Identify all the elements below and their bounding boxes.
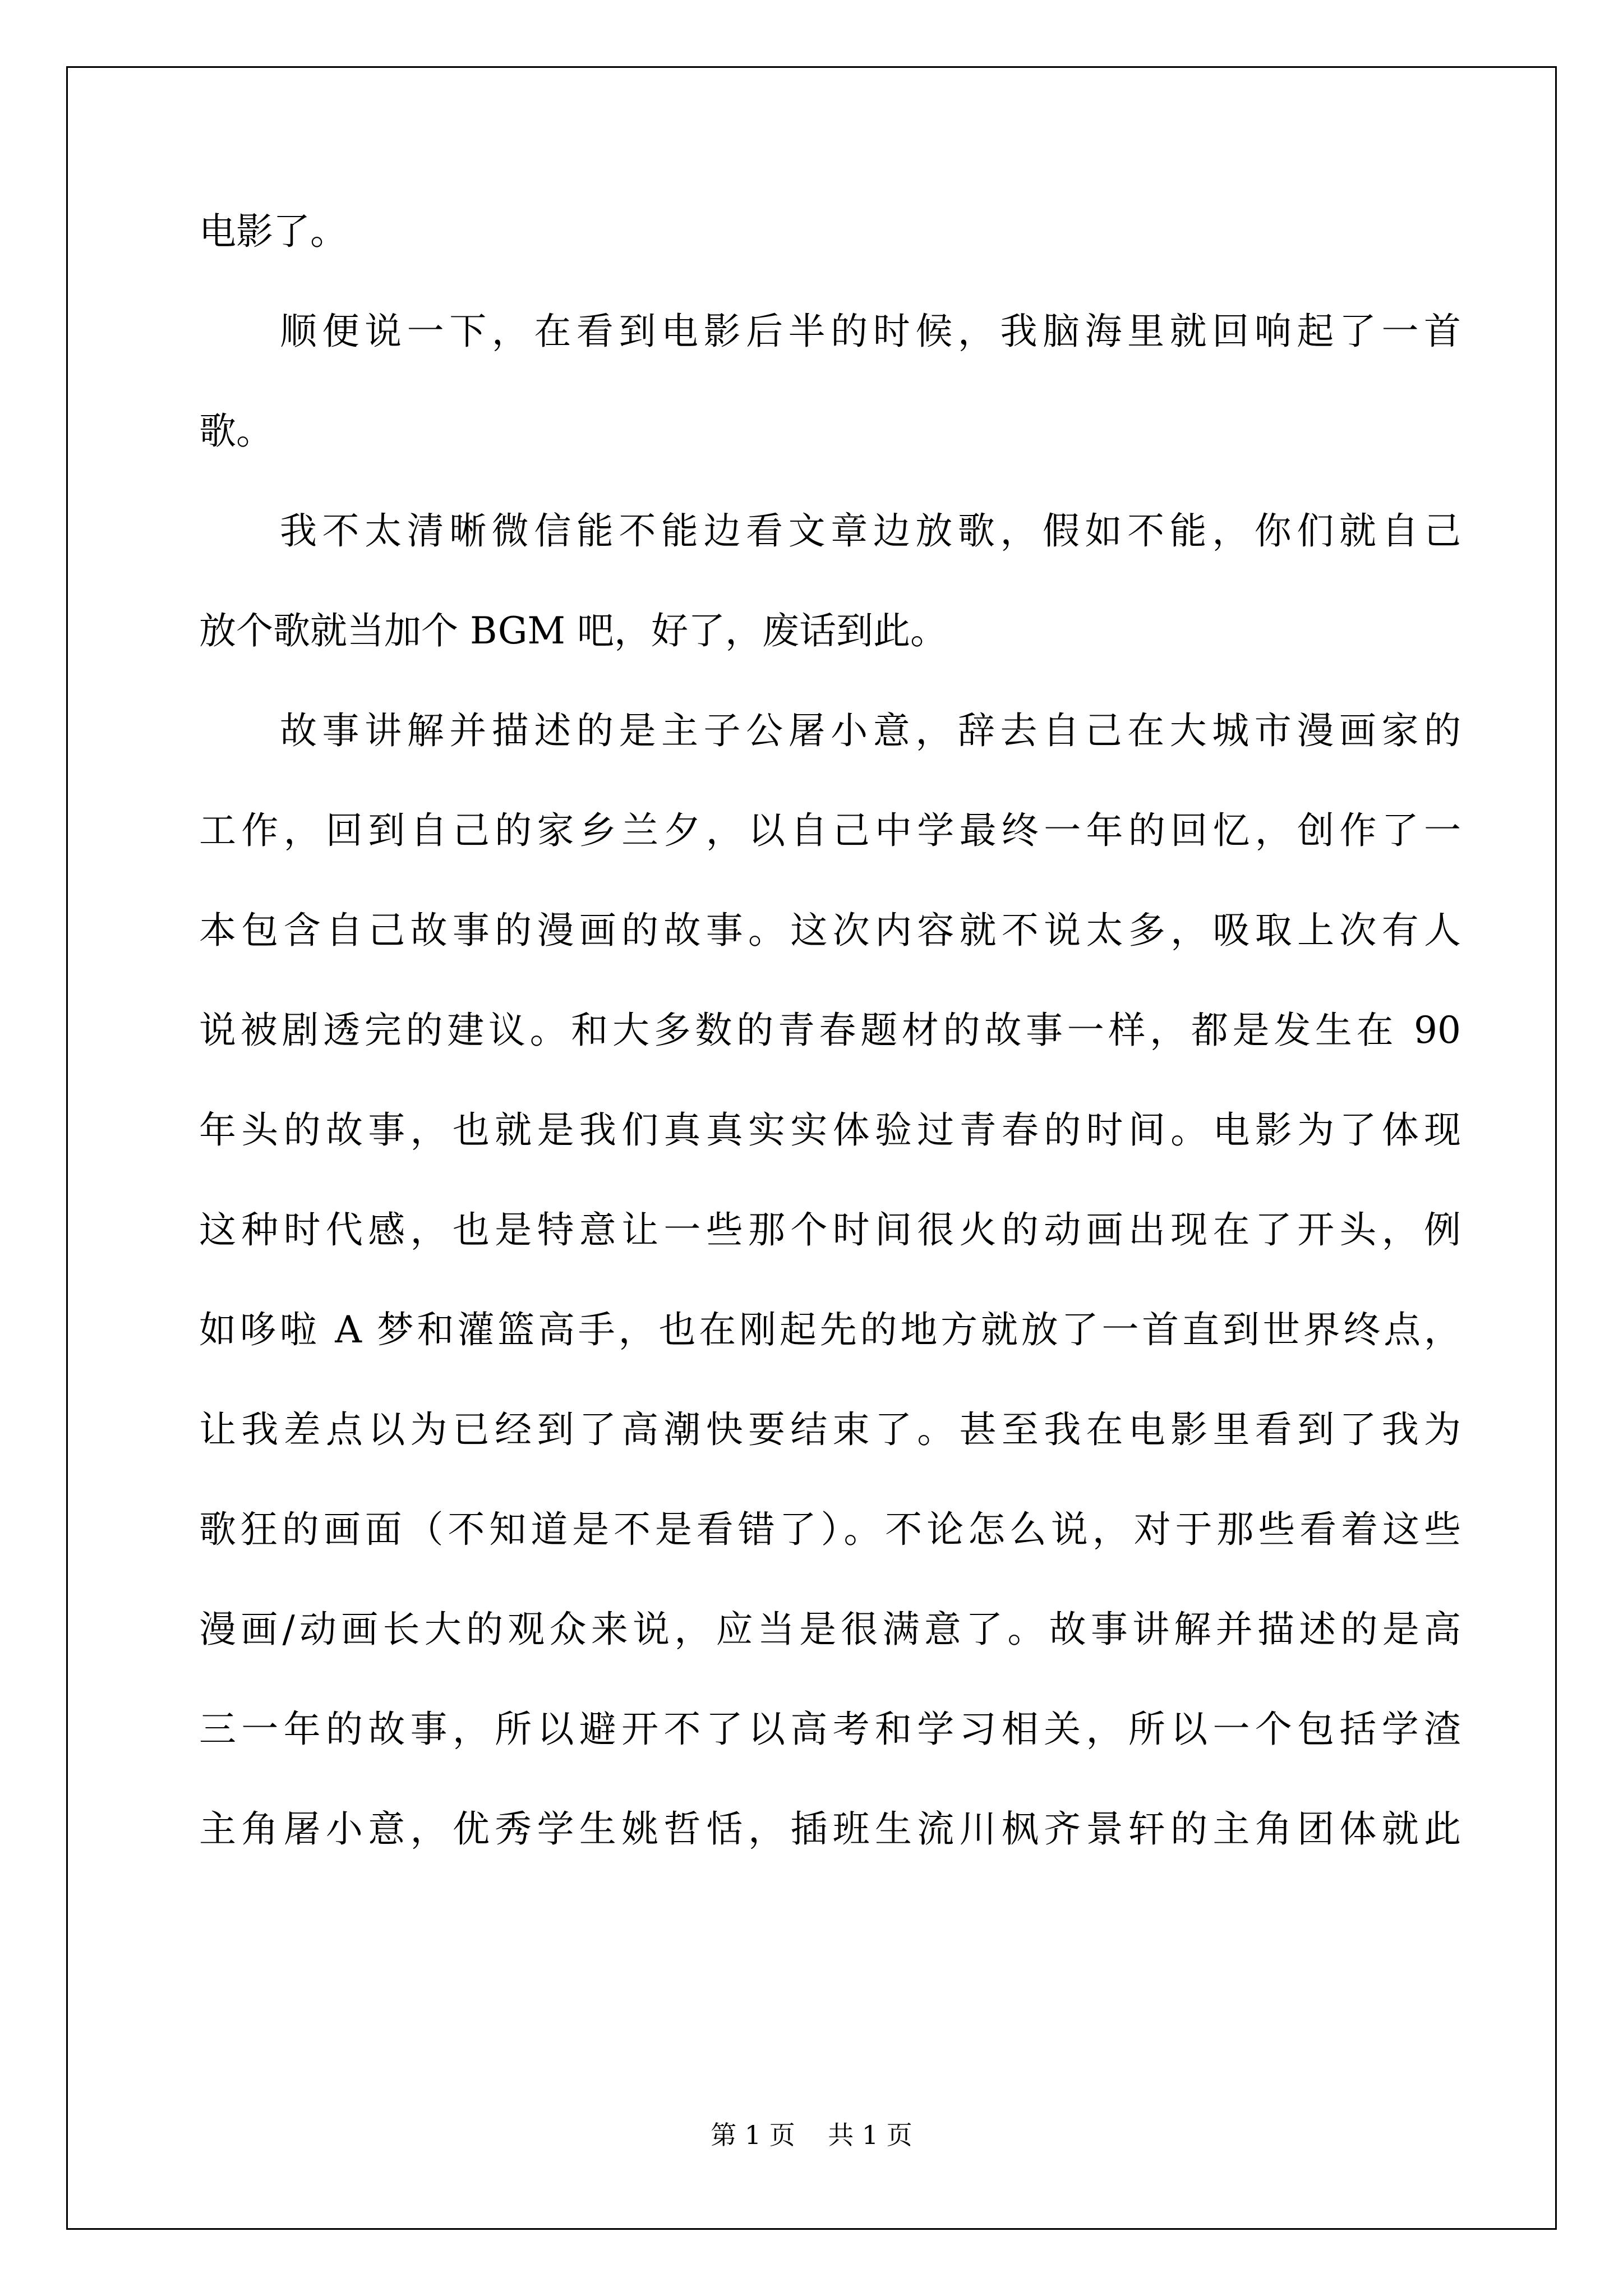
text-line: 主角屠小意，优秀学生姚哲恬，插班生流川枫齐景轩的主角团体就此 <box>199 1807 1461 1851</box>
text-line: 漫画/动画长大的观众来说，应当是很满意了。故事讲解并描述的是高 <box>199 1608 1461 1651</box>
text-line: 三一年的故事，所以避开不了以高考和学习相关，所以一个包括学渣 <box>199 1708 1461 1751</box>
text-line: 歌狂的画面（不知道是不是看错了）。不论怎么说，对于那些看着这些 <box>199 1508 1461 1551</box>
text-line: 顺便说一下，在看到电影后半的时候，我脑海里就回响起了一首 <box>280 310 1461 353</box>
text-line: 这种时代感，也是特意让一些那个时间很火的动画出现在了开头，例 <box>199 1208 1461 1251</box>
text-line: 说被剧透完的建议。和大多数的青春题材的故事一样，都是发生在 90 <box>199 1009 1461 1052</box>
text-line: 如哆啦 A 梦和灌篮高手，也在刚起先的地方就放了一首直到世界终点， <box>199 1308 1461 1351</box>
text-line: 我不太清晰微信能不能边看文章边放歌，假如不能，你们就自己 <box>280 509 1461 553</box>
text-line: 工作，回到自己的家乡兰夕，以自己中学最终一年的回忆，创作了一 <box>199 809 1461 852</box>
document-body <box>199 210 1461 1911</box>
text-line: 故事讲解并描述的是主子公屠小意，辞去自己在大城市漫画家的 <box>280 709 1461 752</box>
text-line: 歌。 <box>199 409 273 453</box>
text-line: 年头的故事，也就是我们真真实实体验过青春的时间。电影为了体现 <box>199 1108 1461 1152</box>
text-line: 电影了。 <box>199 210 347 253</box>
page-footer: 第 1 页 共 1 页 <box>711 2120 912 2150</box>
text-line: 放个歌就当加个 BGM 吧，好了，废话到此。 <box>199 609 947 652</box>
text-line: 让我差点以为已经到了高潮快要结束了。甚至我在电影里看到了我为 <box>199 1408 1461 1451</box>
text-line: 本包含自己故事的漫画的故事。这次内容就不说太多，吸取上次有人 <box>199 909 1461 952</box>
